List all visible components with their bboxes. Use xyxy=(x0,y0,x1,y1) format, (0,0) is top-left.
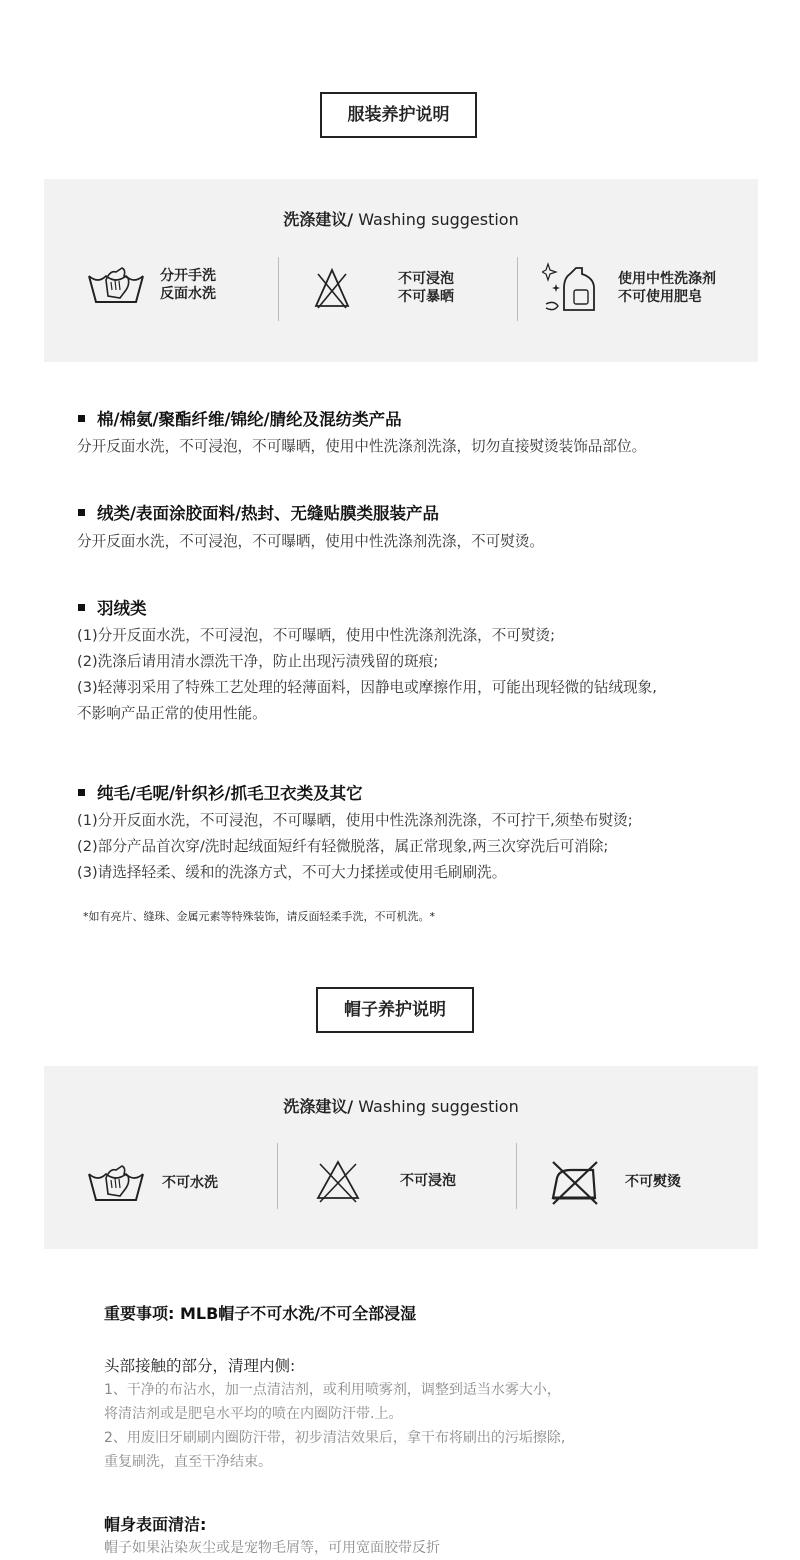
divider xyxy=(517,257,518,321)
neutral-detergent-icon xyxy=(542,260,600,316)
no-soak-label: 不可浸泡 xyxy=(400,1173,456,1189)
inner-step-line: 重复刷洗，直至干净结束。 xyxy=(104,1454,272,1470)
section-line: (3)轻薄羽采用了特殊工艺处理的轻薄面料，因静电或摩擦作用，可能出现轻微的钻绒现象, xyxy=(77,679,657,696)
garment-care-title: 服装养护说明 xyxy=(320,92,477,138)
inner-step-line: 2、用废旧牙刷刷内圈防汗带，初步清洁效果后，拿干布将刷出的污垢擦除, xyxy=(104,1430,566,1446)
inner-step-line: 1、干净的布沾水，加一点清洁剂，或利用喷雾剂，调整到适当水雾大小， xyxy=(104,1382,561,1398)
no-soak-line1: 不可浸泡 xyxy=(398,271,454,287)
neutral-detergent-line1: 使用中性洗涤剂 xyxy=(618,271,716,287)
inner-cleaning-steps xyxy=(104,1378,724,1474)
hand-wash-line1: 分开手洗 xyxy=(160,268,216,284)
hand-wash-icon xyxy=(86,262,146,308)
section-body-down xyxy=(77,623,777,727)
inner-cleaning-heading: 头部接触的部分，清理内侧: xyxy=(104,1357,296,1375)
wash-item-no-iron xyxy=(549,1158,681,1206)
section-heading-text: 绒类/表面涂胶面料/热封、无缝贴膜类服装产品 xyxy=(97,504,440,523)
divider xyxy=(516,1143,517,1209)
garment-washing-panel xyxy=(44,179,758,362)
no-iron-icon xyxy=(549,1158,601,1206)
bullet xyxy=(78,789,85,796)
no-wash-icon xyxy=(86,1160,146,1206)
section-heading-text: 羽绒类 xyxy=(97,599,147,618)
wash-item-hand-wash xyxy=(86,262,216,308)
section-heading-text: 纯毛/毛呢/针织衫/抓毛卫衣类及其它 xyxy=(97,784,363,803)
divider xyxy=(278,257,279,321)
no-wash-text xyxy=(162,1174,218,1192)
surface-cleaning-heading: 帽身表面清洁: xyxy=(104,1515,207,1534)
section-line: (3)请选择轻柔、缓和的洗涤方式，不可大力揉搓或使用毛刷刷洗。 xyxy=(77,864,507,881)
divider xyxy=(277,1143,278,1209)
section-body-wool xyxy=(77,808,777,886)
hand-wash-text xyxy=(160,267,216,303)
section-line: (2)洗涤后请用清水漂洗干净，防止出现污渍残留的斑痕; xyxy=(77,653,439,670)
hat-washing-panel xyxy=(44,1066,758,1249)
hand-wash-line2: 反面水洗 xyxy=(160,286,216,302)
wash-item-no-wash xyxy=(86,1160,218,1206)
section-heading-text: 棉/棉氨/聚酯纤维/锦纶/腈纶及混纺类产品 xyxy=(97,410,402,429)
no-wash-label: 不可水洗 xyxy=(162,1175,218,1191)
washing-suggestion-heading xyxy=(44,1094,758,1117)
no-soak-text xyxy=(398,270,454,306)
no-iron-label: 不可熨烫 xyxy=(625,1174,681,1190)
bullet xyxy=(78,415,85,422)
no-iron-text xyxy=(625,1173,681,1191)
section-heading-cotton xyxy=(78,406,402,430)
bullet xyxy=(78,509,85,516)
no-soak-icon xyxy=(314,1158,362,1204)
section-line: 分开反面水洗，不可浸泡，不可曝晒，使用中性洗涤剂洗涤，不可熨烫。 xyxy=(77,533,545,550)
section-line: (1)分开反面水洗，不可浸泡，不可曝晒，使用中性洗涤剂洗涤，不可拧干,须垫布熨烫; xyxy=(77,812,633,829)
neutral-detergent-line2: 不可使用肥皂 xyxy=(618,289,702,305)
section-body-cotton xyxy=(77,434,777,460)
hat-care-title: 帽子养护说明 xyxy=(316,987,474,1033)
washing-title-en: Washing suggestion xyxy=(353,210,519,229)
surface-cleaning-text: 帽子如果沾染灰尘或是宠物毛屑等，可用宽面胶带反折 xyxy=(104,1540,440,1556)
section-heading-down xyxy=(78,595,147,619)
no-soak-icon xyxy=(314,266,350,310)
neutral-detergent-text xyxy=(618,270,716,306)
washing-title-cn: 洗涤建议/ xyxy=(283,210,354,229)
section-line: (1)分开反面水洗，不可浸泡，不可曝晒，使用中性洗涤剂洗涤，不可熨烫; xyxy=(77,627,555,644)
inner-step-line: 将清洁剂或是肥皂水平均的喷在内圈防汗带.上。 xyxy=(104,1406,403,1422)
section-heading-wool xyxy=(78,780,363,804)
no-soak-line2: 不可暴晒 xyxy=(398,289,454,305)
hat-important-notice: 重要事项: MLB帽子不可水洗/不可全部浸湿 xyxy=(104,1304,417,1323)
section-line: 不影响产品正常的使用性能。 xyxy=(77,705,267,722)
section-line: 分开反面水洗，不可浸泡，不可曝晒，使用中性洗涤剂洗涤，切勿直接熨烫装饰品部位。 xyxy=(77,438,647,455)
washing-title-en: Washing suggestion xyxy=(353,1097,519,1116)
wash-item-no-soak xyxy=(314,266,454,310)
special-decoration-note: *如有亮片、缝珠、金属元素等特殊装饰，请反面轻柔手洗，不可机洗。* xyxy=(83,910,435,923)
wash-item-no-soak xyxy=(314,1158,456,1204)
no-soak-text xyxy=(400,1172,456,1190)
section-body-velvet xyxy=(77,529,777,555)
section-heading-velvet xyxy=(78,500,439,524)
section-line: (2)部分产品首次穿/洗时起绒面短纤有轻微脱落，属正常现象,两三次穿洗后可消除; xyxy=(77,838,609,855)
washing-title-cn: 洗涤建议/ xyxy=(283,1097,354,1116)
washing-suggestion-heading xyxy=(44,207,758,230)
bullet xyxy=(78,604,85,611)
wash-item-neutral-detergent xyxy=(542,260,716,316)
